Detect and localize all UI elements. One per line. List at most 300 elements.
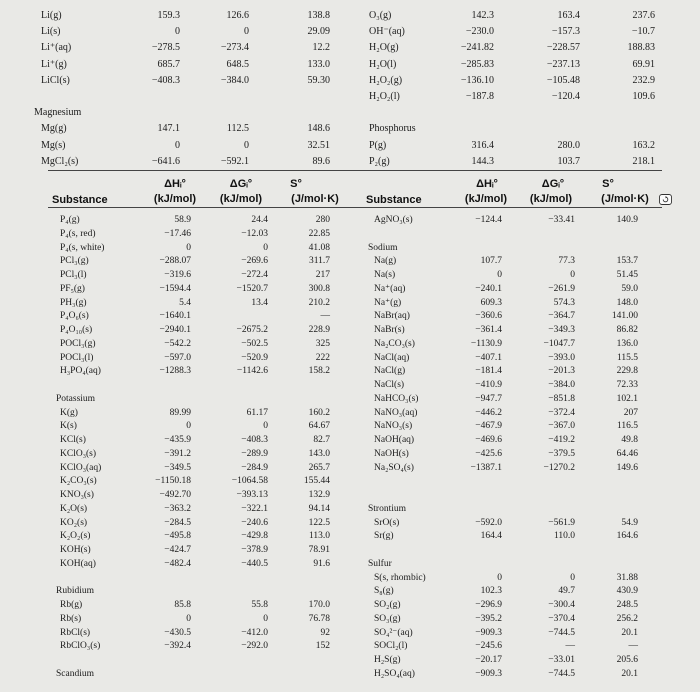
dh-value: −407.1 — [475, 352, 502, 363]
dg-value: 103.7 — [557, 155, 580, 167]
s-value: 54.9 — [621, 517, 638, 528]
substance-name: Li(g) — [41, 10, 62, 21]
s-value: 141.00 — [611, 311, 638, 322]
s-value: 188.83 — [627, 42, 655, 54]
header-top-rule — [48, 170, 662, 171]
s-value: 300.8 — [308, 283, 330, 294]
dh-value: 85.8 — [174, 600, 191, 610]
dh-value: 609.3 — [480, 297, 502, 308]
s-value: — — [628, 641, 638, 652]
substance-name: PH₃(g) — [60, 297, 87, 308]
s-value: 132.9 — [308, 490, 330, 500]
dg-value: −419.2 — [548, 435, 575, 445]
dh-value: 58.9 — [174, 215, 191, 225]
substance-name: RbClO₃(s) — [60, 641, 101, 652]
dg-units-left: (kJ/mol) — [219, 193, 263, 205]
dh-value: 147.1 — [157, 123, 180, 135]
substance-name: SO₄²⁻(aq) — [374, 627, 413, 638]
dg-value: −1520.7 — [236, 283, 268, 294]
dh-value: −597.0 — [164, 352, 191, 363]
section-heading: Potassium — [56, 393, 96, 404]
dh-value: 0 — [175, 139, 180, 151]
s-value: 20.1 — [621, 668, 638, 679]
dg-value: −429.8 — [241, 531, 268, 542]
s-value: 91.6 — [313, 558, 330, 569]
substance-name: LiCl(s) — [41, 74, 70, 86]
dg-value: −384.0 — [220, 74, 249, 86]
dg-value: 648.5 — [226, 58, 249, 70]
substance-name: Na⁺(aq) — [374, 283, 406, 294]
substance-name: AgNO₃(s) — [374, 215, 413, 225]
substance-name: RbCl(s) — [60, 627, 91, 638]
dh-value: −592.0 — [475, 517, 502, 528]
dh-value: −408.3 — [151, 74, 180, 86]
substance-name: NaBr(s) — [374, 325, 405, 335]
dh-value: −136.10 — [460, 74, 494, 86]
substance-name: P₂(g) — [369, 155, 390, 167]
substance-name: KO₂(s) — [60, 517, 88, 528]
dh-value: −181.4 — [475, 366, 502, 377]
dg-value: −201.3 — [548, 366, 575, 377]
s-value: 82.7 — [313, 435, 330, 445]
dh-value: −245.6 — [475, 641, 502, 652]
s-value: 149.6 — [616, 462, 638, 473]
substance-name: H₂O₂(l) — [369, 91, 400, 102]
dh-value: −124.4 — [475, 215, 502, 225]
dg-value: −105.48 — [546, 74, 580, 86]
dg-value: −261.9 — [548, 283, 575, 294]
substance-header-right: Substance — [366, 194, 422, 206]
dh-value: −363.2 — [164, 503, 191, 514]
substance-name: NaCl(aq) — [374, 352, 410, 363]
dg-header-left: ΔGᵢ° — [229, 178, 253, 190]
section-heading: Sulfur — [368, 558, 392, 569]
s-value: 222 — [315, 352, 330, 363]
dh-value: 0 — [497, 572, 502, 583]
substance-name: H₂O₂(g) — [369, 74, 403, 86]
dh-units-right: (kJ/mol) — [464, 193, 508, 205]
dh-value: −467.9 — [475, 421, 502, 432]
dh-value: 0 — [186, 421, 191, 432]
reload-icon[interactable] — [659, 194, 672, 205]
dg-value: −157.3 — [551, 26, 580, 38]
s-value: 20.1 — [621, 627, 638, 638]
dg-value: 61.17 — [246, 407, 268, 418]
s-value: 22.85 — [308, 228, 330, 239]
substance-name: Li⁺(aq) — [41, 42, 72, 54]
s-value: — — [320, 311, 330, 322]
s-value: 229.8 — [616, 366, 638, 377]
substance-name: KOH(aq) — [60, 558, 96, 569]
s-value: 311.7 — [308, 256, 330, 267]
dh-value: −1640.1 — [159, 311, 191, 322]
substance-name: K(g) — [60, 407, 78, 418]
substance-name: O₃(g) — [369, 10, 392, 21]
s-value: 164.6 — [616, 531, 638, 542]
dg-value: −393.0 — [548, 352, 575, 363]
s-value: 207 — [623, 407, 638, 418]
dh-value: −391.2 — [164, 448, 191, 459]
dg-value: −289.9 — [241, 448, 268, 459]
dg-value: −744.5 — [548, 627, 575, 638]
s-value: 148.0 — [616, 297, 638, 308]
dg-value: 49.7 — [558, 586, 575, 597]
dg-value: −561.9 — [548, 517, 575, 528]
dh-value: −241.82 — [460, 42, 494, 54]
substance-name: Na(g) — [374, 256, 397, 267]
dh-value: 316.4 — [471, 139, 494, 151]
dh-value: −424.7 — [164, 545, 191, 555]
substance-name: Li⁺(g) — [41, 58, 67, 70]
dg-value: −269.6 — [241, 256, 268, 267]
substance-name: Na₂SO₄(s) — [374, 462, 414, 473]
dg-value: 0 — [244, 139, 249, 151]
dh-value: −17.46 — [164, 228, 191, 239]
s-value: 218.1 — [632, 155, 655, 167]
dh-value: 685.7 — [157, 58, 180, 70]
substance-name: S(s, rhombic) — [374, 572, 426, 583]
s-value: 115.5 — [616, 352, 638, 363]
s-value: 86.82 — [616, 325, 638, 335]
dh-value: −278.5 — [151, 42, 180, 54]
s-value: 51.45 — [616, 270, 638, 280]
s-value: 109.6 — [632, 91, 655, 102]
dg-value: −520.9 — [241, 352, 268, 363]
substance-name: P₄(g) — [60, 215, 80, 225]
dg-value: −393.13 — [236, 490, 268, 500]
s-value: 102.1 — [616, 393, 638, 404]
substance-name: NaNO₃(s) — [374, 421, 413, 432]
dh-value: −319.6 — [164, 270, 191, 280]
s-value: 143.0 — [308, 448, 330, 459]
section-heading: Phosphorus — [369, 123, 416, 135]
substance-name: Rb(g) — [60, 600, 83, 610]
dh-value: 89.99 — [169, 407, 191, 418]
dh-value: −2940.1 — [159, 325, 191, 335]
s-value: 228.9 — [308, 325, 330, 335]
substance-name: KClO₃(s) — [60, 448, 97, 459]
section-heading: Scandium — [56, 668, 94, 679]
s-value: 59.30 — [307, 74, 330, 86]
dg-units-right: (kJ/mol) — [529, 193, 573, 205]
substance-name: H₂S(g) — [374, 655, 401, 665]
s-value: 170.0 — [308, 600, 330, 610]
dg-value: −228.57 — [546, 42, 580, 54]
substance-name: Li(s) — [41, 26, 61, 38]
dh-value: −641.6 — [151, 155, 180, 167]
dh-value: −395.2 — [475, 613, 502, 624]
s-value: 133.0 — [307, 58, 330, 70]
dh-value: 0 — [186, 242, 191, 253]
dh-value: −435.9 — [164, 435, 191, 445]
dh-value: 159.3 — [157, 10, 180, 21]
dh-value: 142.3 — [471, 10, 494, 21]
substance-name: Na⁺(g) — [374, 297, 402, 308]
s-value: 237.6 — [632, 10, 655, 21]
dg-value: −1047.7 — [543, 338, 575, 349]
dg-value: −440.5 — [241, 558, 268, 569]
substance-name: NaCl(s) — [374, 380, 405, 390]
dh-value: −469.6 — [475, 435, 502, 445]
dg-value: −851.8 — [548, 393, 575, 404]
dg-value: 280.0 — [557, 139, 580, 151]
dg-header-right: ΔGᵢ° — [541, 178, 565, 190]
dh-value: −446.2 — [475, 407, 502, 418]
s-value: 69.91 — [632, 58, 655, 70]
dg-value: 55.8 — [251, 600, 268, 610]
s-value: 122.5 — [308, 517, 330, 528]
substance-name: P₄(s, red) — [60, 228, 96, 239]
s-value: 92 — [320, 627, 330, 638]
substance-name: K₂O₂(s) — [60, 531, 91, 542]
dg-value: 0 — [263, 613, 268, 624]
dg-value: −412.0 — [241, 627, 268, 638]
dh-value: −296.9 — [475, 600, 502, 610]
dg-value: −1064.58 — [231, 476, 268, 487]
s-value: 158.2 — [308, 366, 330, 377]
substance-name: KCl(s) — [60, 435, 86, 445]
dg-value: 112.5 — [226, 123, 249, 135]
s-value: −10.7 — [631, 26, 655, 38]
s-value: 31.88 — [616, 572, 638, 583]
substance-name: PF₅(g) — [60, 283, 85, 294]
substance-name: NaNO₃(aq) — [374, 407, 418, 418]
s-value: 29.09 — [307, 26, 330, 38]
s-value: 32.51 — [307, 139, 330, 151]
dg-value: 0 — [570, 270, 575, 280]
substance-name: Sr(g) — [374, 531, 394, 542]
header-bottom-rule — [48, 207, 662, 208]
dg-value: 0 — [570, 572, 575, 583]
dh-value: −909.3 — [475, 627, 502, 638]
dh-value: 144.3 — [471, 155, 494, 167]
dh-value: 107.7 — [480, 256, 502, 267]
dh-value: −430.5 — [164, 627, 191, 638]
dg-value: −370.4 — [548, 613, 575, 624]
dg-value: −744.5 — [548, 668, 575, 679]
substance-name: P₄O₁₀(s) — [60, 325, 93, 335]
s-value: 76.78 — [308, 613, 330, 624]
substance-name: Mg(g) — [41, 123, 67, 135]
dg-value: −592.1 — [220, 155, 249, 167]
substance-name: PCl₃(g) — [60, 256, 89, 267]
substance-name: NaOH(s) — [374, 448, 409, 459]
dg-value: −120.4 — [551, 91, 580, 102]
dg-value: −1142.6 — [236, 366, 268, 377]
dh-value: −482.4 — [164, 558, 191, 569]
dh-value: −285.83 — [460, 58, 494, 70]
s-value: 160.2 — [308, 407, 330, 418]
section-heading: Strontium — [368, 503, 407, 514]
dg-value: −378.9 — [241, 545, 268, 555]
s-value: 64.46 — [616, 448, 638, 459]
substance-header-left: Substance — [52, 194, 108, 206]
dg-value: 0 — [263, 242, 268, 253]
dh-value: 5.4 — [179, 297, 191, 308]
substance-name: KNO₃(s) — [60, 490, 94, 500]
dh-value: −909.3 — [475, 668, 502, 679]
s-value: 265.7 — [308, 462, 330, 473]
dg-value: −364.7 — [548, 311, 575, 322]
dg-value: −1270.2 — [543, 462, 575, 473]
dg-value: 13.4 — [251, 297, 268, 308]
s-value: 113.0 — [308, 531, 330, 542]
substance-name: NaOH(aq) — [374, 435, 415, 445]
substance-name: KOH(s) — [60, 545, 91, 555]
dg-value: −300.4 — [548, 600, 575, 610]
substance-name: NaCl(g) — [374, 366, 406, 377]
s-header-left: S° — [290, 178, 302, 190]
dh-value: −187.8 — [465, 91, 494, 102]
dg-value: −272.4 — [241, 270, 268, 280]
dh-value: −947.7 — [475, 393, 502, 404]
s-value: 430.9 — [616, 586, 638, 597]
s-value: 325 — [315, 338, 330, 349]
substance-name: MgCl₂(s) — [41, 155, 79, 167]
substance-name: P₄(s, white) — [60, 242, 105, 253]
dg-value: 110.0 — [553, 531, 575, 542]
dh-value: −542.2 — [164, 338, 191, 349]
substance-name: SO₂(g) — [374, 600, 401, 610]
substance-name: OH⁻(aq) — [369, 26, 405, 38]
s-units-right: (J/mol·K) — [601, 193, 649, 205]
dh-value: −240.1 — [475, 283, 502, 294]
dg-value: −284.9 — [241, 462, 268, 473]
dh-value: −360.6 — [475, 311, 502, 322]
dh-header-right: ΔHᵢ° — [476, 178, 498, 190]
dh-value: −349.5 — [164, 462, 191, 473]
dh-value: −1150.18 — [155, 476, 191, 487]
dh-value: −288.07 — [159, 256, 191, 267]
s-value: 116.5 — [616, 421, 638, 432]
section-heading: Rubidium — [56, 586, 95, 597]
s-value: 217 — [315, 270, 330, 280]
substance-name: KClO₃(aq) — [60, 462, 102, 473]
substance-name: Na(s) — [374, 270, 396, 280]
dg-value: −408.3 — [241, 435, 268, 445]
s-value: 64.67 — [308, 421, 330, 432]
s-value: 152 — [315, 641, 330, 652]
dh-units-left: (kJ/mol) — [153, 193, 197, 205]
substance-name: K₂O(s) — [60, 503, 88, 514]
dg-value: −322.1 — [241, 503, 268, 514]
substance-name: P₄O₆(s) — [60, 311, 89, 322]
dg-value: −237.13 — [546, 58, 580, 70]
s-value: 205.6 — [616, 655, 638, 665]
substance-name: Rb(s) — [60, 613, 82, 624]
s-value: 140.9 — [616, 215, 638, 225]
dh-value: 102.3 — [480, 586, 502, 597]
substance-name: POCl₃(g) — [60, 338, 96, 349]
dg-value: −292.0 — [241, 641, 268, 652]
dg-value: 126.6 — [226, 10, 249, 21]
dh-value: −230.0 — [465, 26, 494, 38]
dh-header-left: ΔHᵢ° — [164, 178, 186, 190]
dh-value: −1594.4 — [159, 283, 191, 294]
dh-value: 164.4 — [480, 531, 502, 542]
dh-value: −361.4 — [475, 325, 502, 335]
s-value: 248.5 — [616, 600, 638, 610]
dh-value: −495.8 — [164, 531, 191, 542]
dg-value: — — [565, 641, 575, 652]
substance-name: H₂O(g) — [369, 42, 399, 54]
s-value: 41.08 — [308, 242, 330, 253]
dg-value: −2675.2 — [236, 325, 268, 335]
dg-value: 0 — [263, 421, 268, 432]
dg-value: 0 — [244, 26, 249, 38]
dg-value: −367.0 — [548, 421, 575, 432]
section-heading: Sodium — [368, 242, 398, 253]
s-value: 59.0 — [621, 283, 638, 294]
dg-value: −372.4 — [548, 407, 575, 418]
substance-name: SO₃(g) — [374, 613, 401, 624]
dg-value: −379.5 — [548, 448, 575, 459]
dh-value: −425.6 — [475, 448, 502, 459]
dg-value: 24.4 — [251, 215, 268, 225]
substance-name: H₂SO₄(aq) — [374, 668, 415, 679]
dg-value: −33.01 — [548, 655, 575, 665]
dg-value: −12.03 — [241, 228, 268, 239]
dh-value: −1130.9 — [470, 338, 502, 349]
substance-name: S₈(g) — [374, 586, 394, 597]
s-value: 148.6 — [307, 123, 330, 135]
s-header-right: S° — [602, 178, 614, 190]
section-heading: Magnesium — [34, 107, 82, 119]
s-value: 136.0 — [616, 338, 638, 349]
substance-name: H₃PO₄(aq) — [60, 366, 101, 377]
s-value: 94.14 — [308, 503, 330, 514]
s-value: 49.8 — [621, 435, 638, 445]
substance-name: K₂CO₃(s) — [60, 476, 97, 487]
s-value: 155.44 — [303, 476, 330, 487]
s-value: 78.91 — [308, 545, 330, 555]
substance-name: P(g) — [369, 139, 387, 151]
s-value: 210.2 — [308, 297, 330, 308]
dg-value: −240.6 — [241, 517, 268, 528]
dh-value: 0 — [186, 613, 191, 624]
dg-value: −384.0 — [548, 380, 575, 390]
dh-value: 0 — [175, 26, 180, 38]
substance-name: PCl₃(l) — [60, 270, 87, 280]
dg-value: 77.3 — [558, 256, 575, 267]
s-value: 256.2 — [616, 613, 638, 624]
dh-value: −284.5 — [164, 517, 191, 528]
dh-value: −1288.3 — [159, 366, 191, 377]
dg-value: −273.4 — [220, 42, 249, 54]
substance-name: SrO(s) — [374, 517, 400, 528]
dg-value: 163.4 — [557, 10, 580, 21]
substance-name: POCl₃(l) — [60, 352, 94, 363]
dg-value: −349.3 — [548, 325, 575, 335]
s-value: 89.6 — [312, 155, 330, 167]
substance-name: SOCl₂(l) — [374, 641, 408, 652]
dh-value: −20.17 — [475, 655, 502, 665]
s-value: 72.33 — [616, 380, 638, 390]
dh-value: −1387.1 — [470, 462, 502, 473]
substance-name: Na₂CO₃(s) — [374, 338, 415, 349]
s-units-left: (J/mol·K) — [291, 193, 339, 205]
dg-value: −502.5 — [241, 338, 268, 349]
dh-value: 0 — [497, 270, 502, 280]
substance-name: K(s) — [60, 421, 77, 432]
substance-name: NaBr(aq) — [374, 311, 410, 322]
substance-name: H₂O(l) — [369, 58, 397, 70]
s-value: 153.7 — [616, 256, 638, 267]
substance-name: Mg(s) — [41, 139, 66, 151]
dg-value: −33.41 — [548, 215, 575, 225]
dg-value: 574.3 — [553, 297, 575, 308]
substance-name: NaHCO₃(s) — [374, 393, 419, 404]
